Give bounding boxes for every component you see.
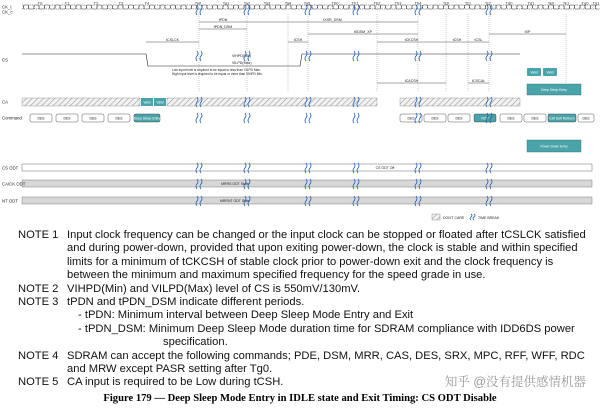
- ca-dontcare: [400, 98, 520, 106]
- note-key: NOTE 2: [18, 282, 59, 295]
- clock-label: Tb4: [414, 0, 422, 6]
- pd-box-label: Power Down Entry: [540, 144, 568, 149]
- time-break: [196, 113, 202, 123]
- clock-label: T1: [64, 0, 70, 6]
- signal-label: NT ODT: [2, 198, 18, 204]
- watermark: 知乎 @没有提供感情机器: [444, 375, 586, 389]
- command-label: DES: [531, 116, 539, 121]
- clock-label: Tb1: [351, 0, 359, 6]
- cs-waveform: [22, 54, 557, 76]
- timing-label: tCSLCK: [166, 37, 179, 42]
- signal-label: CK_c: [2, 9, 13, 15]
- signal-label: CA/CK ODT: [2, 181, 26, 187]
- ca-dontcare: [167, 98, 377, 106]
- timing-label: tCSCAL: [472, 78, 485, 83]
- note-key: NOTE 1: [18, 229, 59, 241]
- command-label: DES: [37, 116, 45, 121]
- vilpd-label: VILPD(Max): [232, 61, 252, 65]
- figure-caption: Figure 179 — Deep Sleep Mode Entry in IDLE state and Exit Timing: CS ODT Disable: [103, 393, 497, 404]
- command-label: DES: [115, 116, 123, 121]
- clock-label: Tc0: [442, 0, 450, 6]
- clock-label: Td1: [527, 0, 535, 6]
- clock-label: Ta4: [284, 0, 292, 6]
- command-row: [30, 114, 594, 152]
- clock-label: Tc1: [464, 0, 472, 6]
- clock-label: T4: [144, 0, 150, 6]
- note-3: [18, 296, 593, 309]
- command-label: DES: [431, 116, 439, 121]
- note-text: SDRAM can accept the following commands; PDE, DSM, MRR, CAS, DES, SRX, MPC, RFF, WFF, RDC and MRW except PASR setting after Tg0.: [67, 349, 585, 376]
- pd-box-label: Deep Sleep Entry: [541, 88, 567, 92]
- clock-label: Te1: [562, 0, 570, 6]
- command-label: DES: [582, 116, 590, 121]
- note-text: Input clock frequency can be changed or the input clock can be stopped or floated after tCSLCK satisfied and during power-down, provided that upon exiting power-down, the clock is stable and within specified limits for a minimum of tCKCSH of stable clock prior to power-down exit and the clock frequency is between the minimum and maximum specified frequency for the speed grade in use.: [67, 229, 586, 282]
- clock-label: Ta0: [194, 0, 202, 6]
- clock-label: Tb0: [331, 0, 339, 6]
- timing-label: tCACSH: [404, 78, 419, 83]
- ca-waveform: [22, 84, 581, 106]
- signal-label: Command: [2, 115, 22, 121]
- ca-odt-label: MRRS ODT State: [221, 182, 249, 186]
- cs-note-2: High input level is required to be equal or more than VIHPD Min.: [172, 72, 263, 76]
- clock-label: Tb3: [394, 0, 402, 6]
- note-2: [18, 283, 593, 296]
- command-label: NOP: [481, 116, 489, 121]
- timing-label: tPDN_DSM: [213, 24, 233, 29]
- time-break: [305, 5, 311, 15]
- time-break-swatch: [470, 214, 475, 220]
- note-text: VIHPD(Min) and VILPD(Max) level of CS is 550mV/130mV.: [67, 282, 361, 295]
- clock-label: Ta1: [222, 0, 230, 6]
- timing-label: tCSH: [452, 37, 462, 42]
- clock-label: Te0: [547, 0, 555, 6]
- legend-label: DON'T CARE: [443, 216, 465, 220]
- clock-label: Tg0: [581, 0, 589, 6]
- clock-label: Ta3: [263, 0, 271, 6]
- clock-label: T0: [37, 0, 43, 6]
- note-3-sub-1: - tPDN: Minimum interval between Deep Sleep Mode Entry and Exit: [78, 309, 414, 322]
- command-label: DES: [407, 116, 415, 121]
- valid-label: Valid: [156, 100, 164, 105]
- notes: [18, 229, 593, 390]
- timing-label: tPDN: [218, 17, 228, 22]
- time-break: [486, 5, 492, 15]
- clock-label: Ta5: [303, 0, 311, 6]
- timing-label: tXP: [524, 29, 531, 34]
- signal-label: CK_t: [2, 4, 12, 10]
- command-label: DES: [89, 116, 97, 121]
- note-3-sub-2: - tPDN_DSM: Minimum Deep Sleep Mode duration time for SDRAM compliance with IDD6DS power: [78, 322, 575, 335]
- clock-label: Tg1: [592, 0, 600, 6]
- clock-label: Tb2: [373, 0, 381, 6]
- legend: [432, 214, 500, 220]
- cs-odt-label: CS ODT Off: [375, 166, 395, 170]
- note-text: tPDN and tPDN_DSM indicate different periods.: [67, 296, 305, 309]
- note-text: CA input is required to be Low during tCSH.: [67, 376, 284, 389]
- time-break: [353, 51, 359, 61]
- timing-label: tXDSM_XP: [353, 29, 373, 34]
- time-break: [196, 5, 202, 15]
- command-label: DES: [455, 116, 463, 121]
- command-label: DES: [63, 116, 71, 121]
- clock-label: Ta2: [243, 0, 251, 6]
- command-label: Exit Self Refresh: [549, 116, 575, 121]
- note-key: NOTE 3: [18, 296, 59, 309]
- time-break: [415, 5, 421, 15]
- note-3-sub-3: specification.: [163, 336, 228, 349]
- note-key: NOTE 5: [18, 376, 59, 389]
- timing-annotations: [146, 14, 566, 92]
- timing-label: tCSL: [474, 37, 483, 42]
- time-break: [305, 113, 311, 123]
- legend-label: TIME BREAK: [478, 216, 500, 220]
- valid-label: Valid: [530, 70, 538, 75]
- ca-dontcare: [22, 98, 140, 106]
- valid-label: Valid: [143, 100, 151, 105]
- nt-odt-label: MRRNT ODT State: [219, 199, 251, 203]
- signal-label: CA: [2, 99, 8, 105]
- vihpd-label: VIHPD(Min): [232, 54, 252, 58]
- note-key: NOTE 4: [18, 349, 59, 362]
- cs-line: [22, 54, 520, 66]
- clock-label: T2: [93, 0, 99, 6]
- time-break: [244, 113, 250, 123]
- clock-label: Td0: [505, 0, 513, 6]
- timing-label: tXSR_DSM: [323, 17, 342, 22]
- dont-care-swatch: [432, 214, 440, 220]
- command-label: DES: [507, 116, 515, 121]
- timing-label: tCKCSH: [404, 37, 419, 42]
- cs-note-1: Low input level is required to be equal or less than VILPD Max.: [172, 68, 261, 72]
- signal-label: CS ODT: [2, 165, 19, 171]
- clock-label: T3: [118, 0, 124, 6]
- command-label: Deep Sleep Entry: [133, 116, 161, 121]
- time-break: [353, 113, 359, 123]
- note-1: [18, 229, 593, 283]
- timing-label: tCSH: [293, 37, 303, 42]
- signal-label: CS: [2, 57, 8, 63]
- valid-label: Valid: [546, 70, 554, 75]
- clock-label: Tc2: [484, 0, 492, 6]
